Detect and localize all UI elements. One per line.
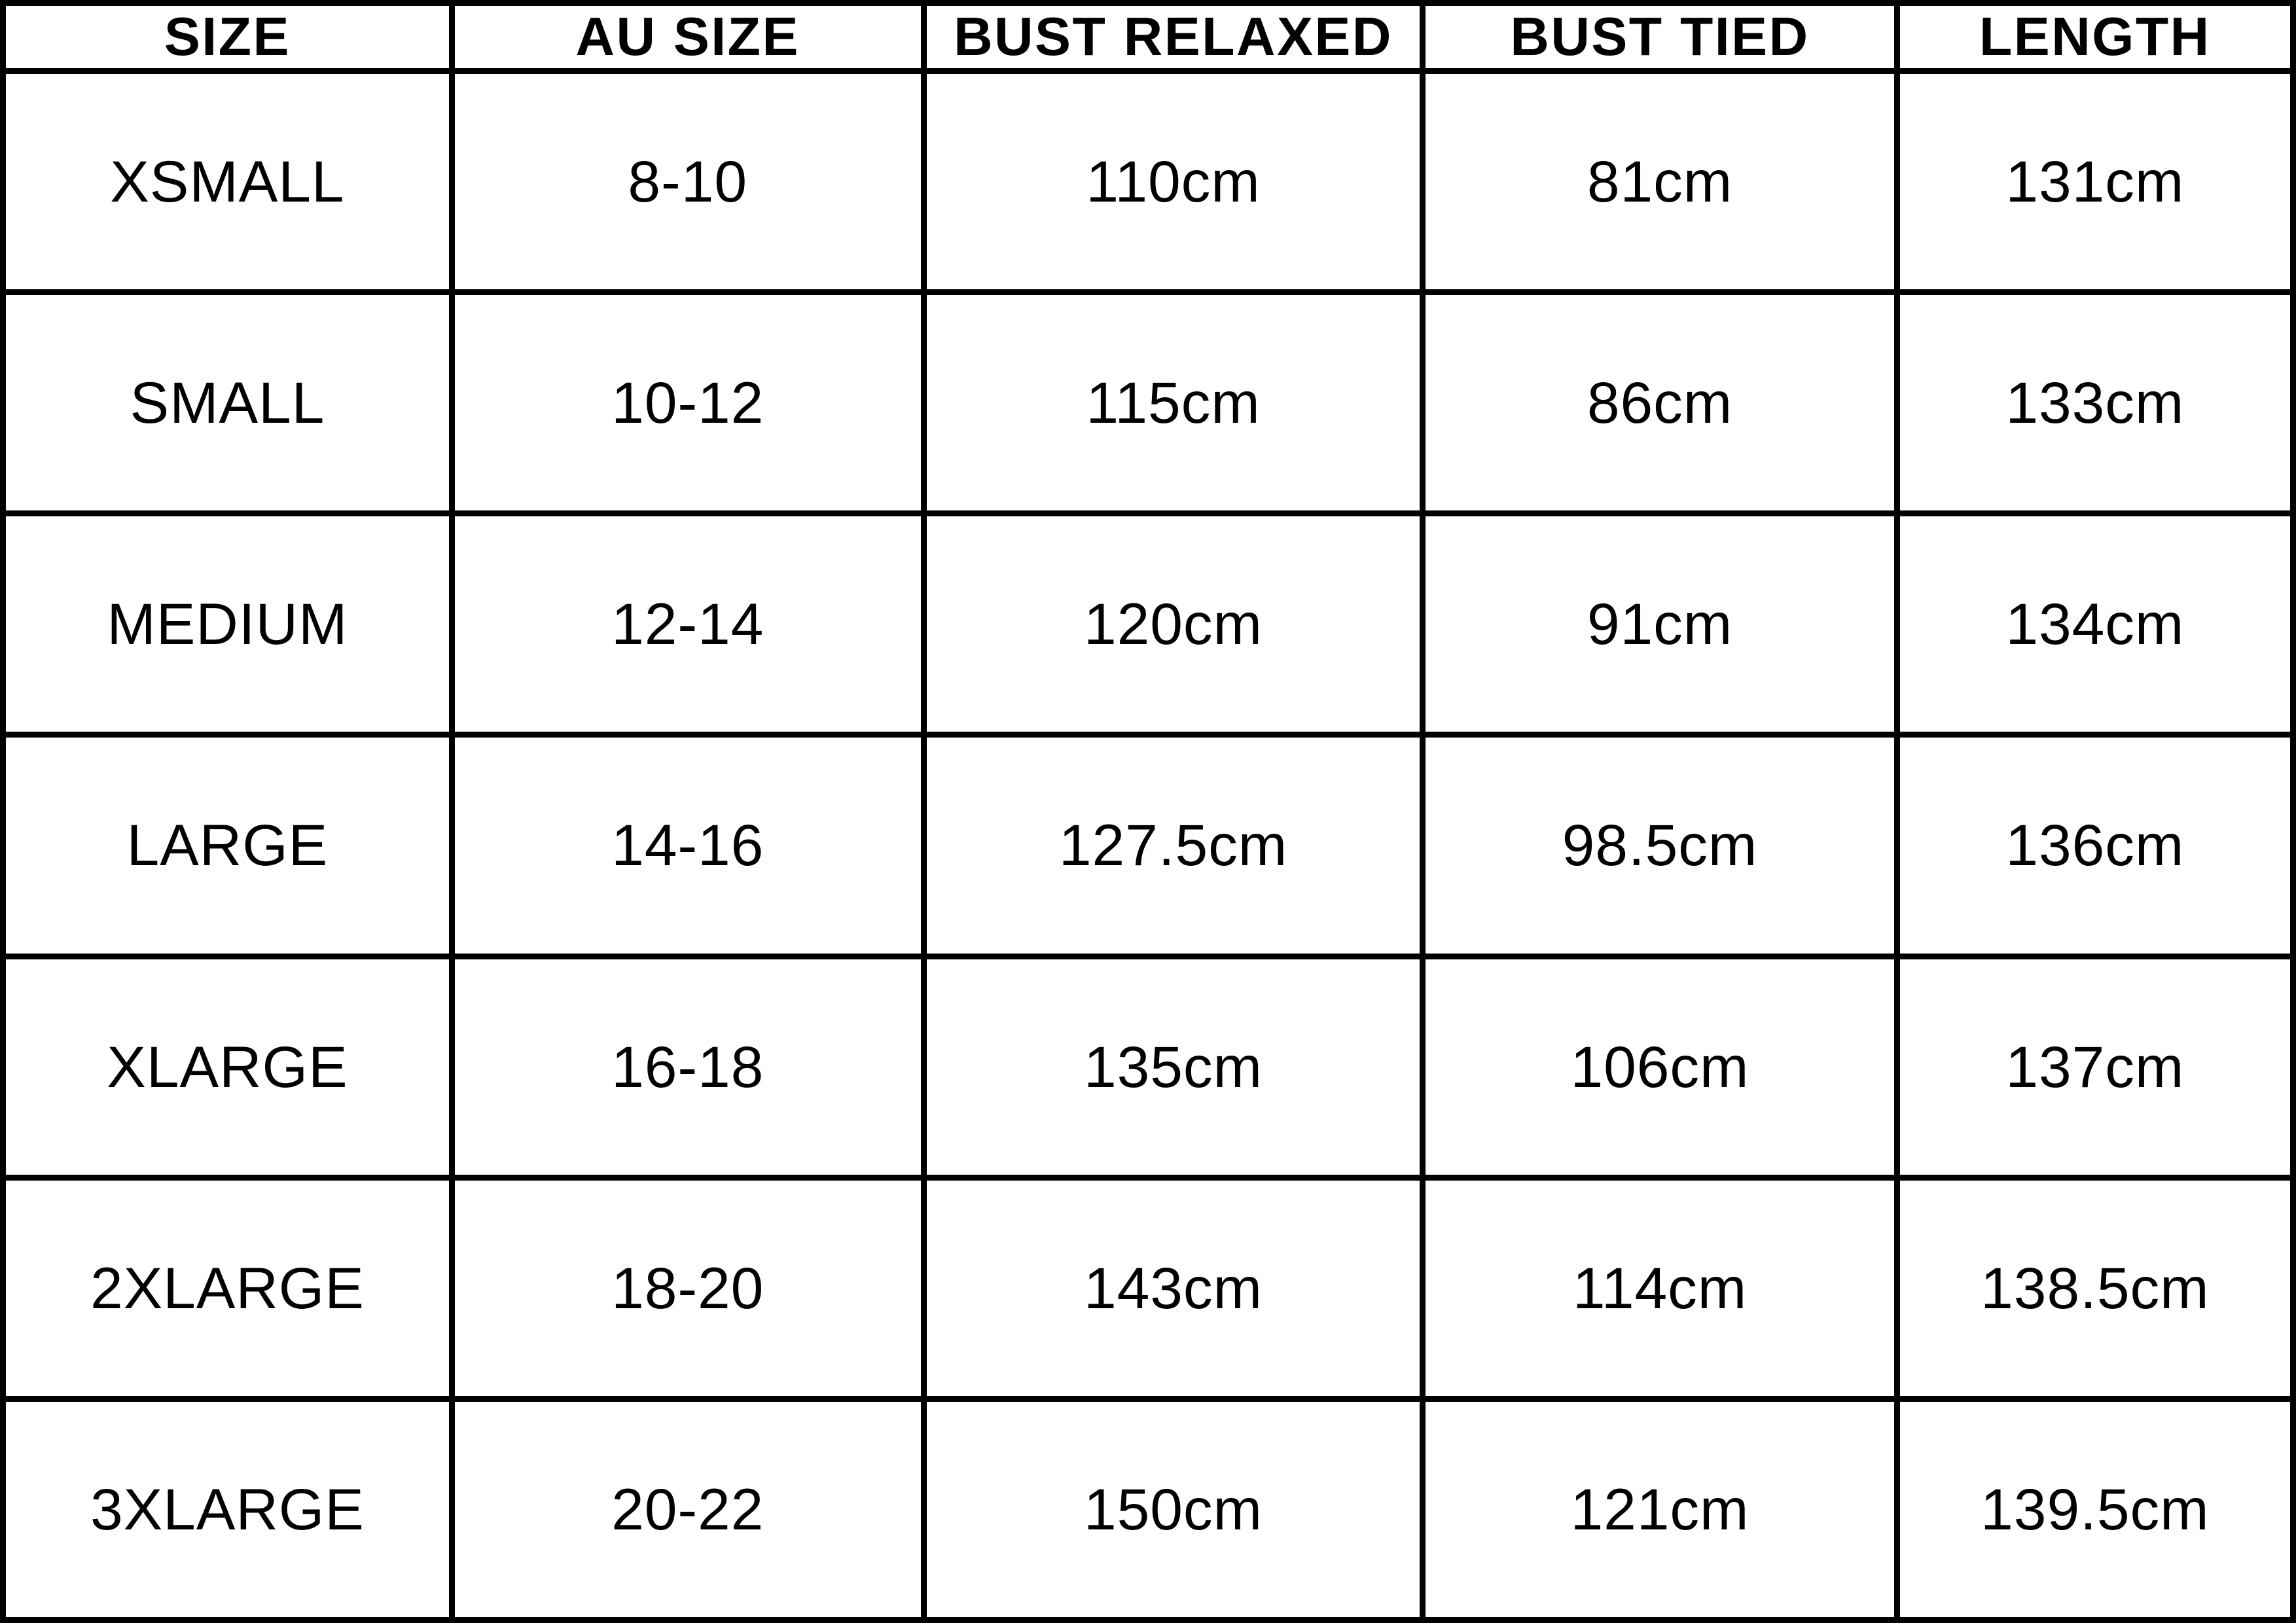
table-row bbox=[3, 1399, 2293, 1620]
cell-bust-relaxed: 135cm bbox=[924, 956, 1423, 1177]
table-body bbox=[3, 71, 2293, 1620]
table-header bbox=[3, 3, 2293, 71]
column-header-length: LENGTH bbox=[1897, 3, 2293, 71]
cell-au-size: 14-16 bbox=[452, 735, 924, 956]
cell-au-size: 20-22 bbox=[452, 1399, 924, 1620]
cell-bust-relaxed: 110cm bbox=[924, 71, 1423, 293]
cell-bust-relaxed: 127.5cm bbox=[924, 735, 1423, 956]
table-row bbox=[3, 293, 2293, 514]
cell-bust-tied: 121cm bbox=[1423, 1399, 1897, 1620]
cell-size: 3XLARGE bbox=[3, 1399, 452, 1620]
column-header-au-size: AU SIZE bbox=[452, 3, 924, 71]
cell-size: MEDIUM bbox=[3, 514, 452, 735]
cell-bust-relaxed: 150cm bbox=[924, 1399, 1423, 1620]
cell-length: 131cm bbox=[1897, 71, 2293, 293]
cell-size: 2XLARGE bbox=[3, 1177, 452, 1399]
cell-size: XSMALL bbox=[3, 71, 452, 293]
cell-length: 139.5cm bbox=[1897, 1399, 2293, 1620]
cell-bust-relaxed: 120cm bbox=[924, 514, 1423, 735]
table-row bbox=[3, 956, 2293, 1177]
cell-au-size: 18-20 bbox=[452, 1177, 924, 1399]
cell-size: SMALL bbox=[3, 293, 452, 514]
cell-length: 136cm bbox=[1897, 735, 2293, 956]
cell-au-size: 16-18 bbox=[452, 956, 924, 1177]
cell-au-size: 12-14 bbox=[452, 514, 924, 735]
cell-size: XLARGE bbox=[3, 956, 452, 1177]
column-header-size: SIZE bbox=[3, 3, 452, 71]
table-row bbox=[3, 71, 2293, 293]
header-row bbox=[3, 3, 2293, 71]
cell-bust-tied: 91cm bbox=[1423, 514, 1897, 735]
table-row bbox=[3, 1177, 2293, 1399]
cell-bust-tied: 106cm bbox=[1423, 956, 1897, 1177]
cell-bust-tied: 98.5cm bbox=[1423, 735, 1897, 956]
cell-length: 138.5cm bbox=[1897, 1177, 2293, 1399]
cell-bust-tied: 81cm bbox=[1423, 71, 1897, 293]
table-row bbox=[3, 735, 2293, 956]
cell-au-size: 8-10 bbox=[452, 71, 924, 293]
cell-length: 137cm bbox=[1897, 956, 2293, 1177]
cell-bust-relaxed: 115cm bbox=[924, 293, 1423, 514]
cell-bust-tied: 114cm bbox=[1423, 1177, 1897, 1399]
column-header-bust-tied: BUST TIED bbox=[1423, 3, 1897, 71]
table-row bbox=[3, 514, 2293, 735]
column-header-bust-relaxed: BUST RELAXED bbox=[924, 3, 1423, 71]
cell-bust-tied: 86cm bbox=[1423, 293, 1897, 514]
cell-au-size: 10-12 bbox=[452, 293, 924, 514]
cell-size: LARGE bbox=[3, 735, 452, 956]
cell-length: 133cm bbox=[1897, 293, 2293, 514]
cell-length: 134cm bbox=[1897, 514, 2293, 735]
cell-bust-relaxed: 143cm bbox=[924, 1177, 1423, 1399]
